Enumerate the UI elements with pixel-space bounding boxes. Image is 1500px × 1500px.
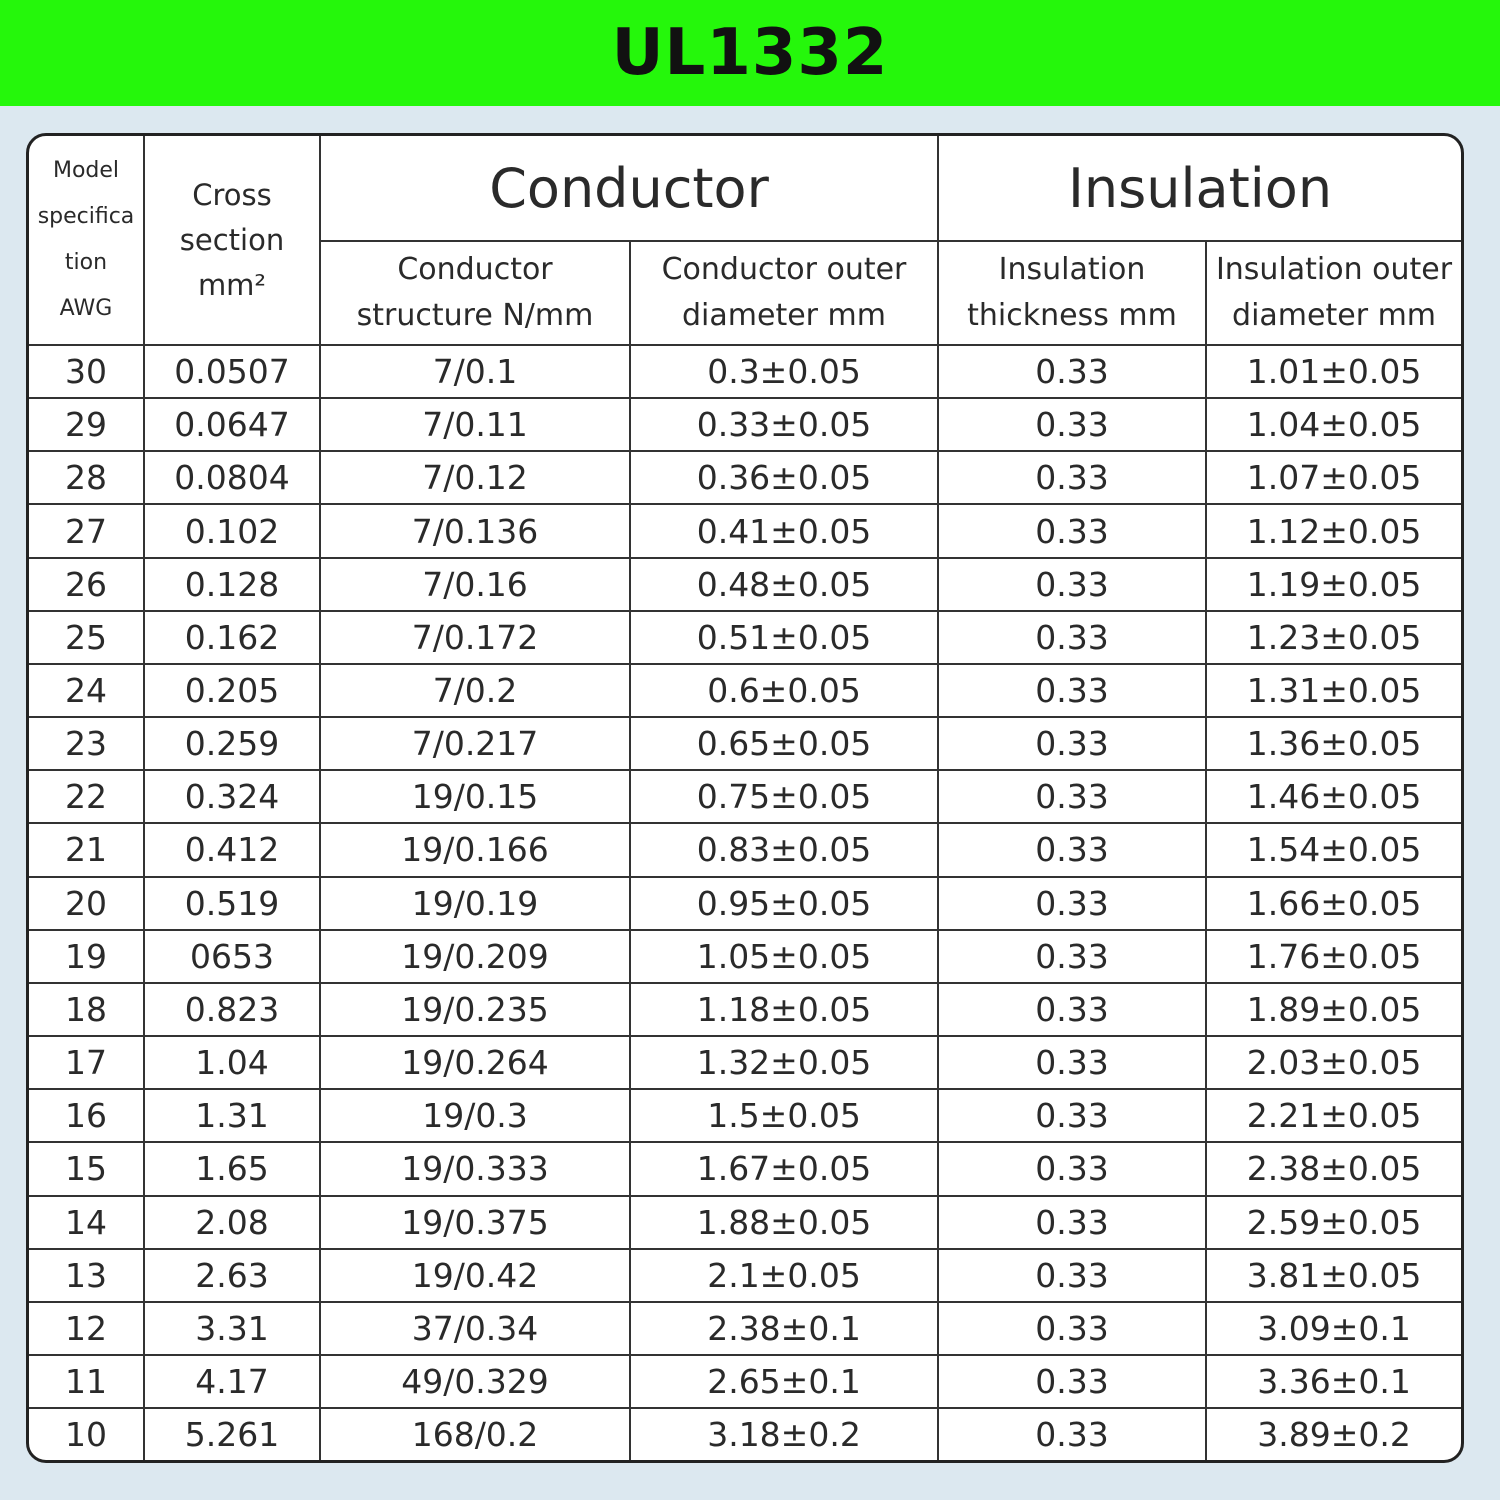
cell-insulation-outer-diameter: 1.19±0.05 <box>1206 558 1461 611</box>
cell-conductor-structure: 19/0.264 <box>320 1036 630 1089</box>
header-line: thickness mm <box>967 298 1177 333</box>
table-row <box>29 611 1461 664</box>
table-row <box>29 504 1461 557</box>
cell-insulation-thickness: 0.33 <box>938 345 1206 398</box>
header-line: diameter mm <box>1232 298 1437 333</box>
header-line: Insulation outer <box>1215 252 1453 287</box>
cell-insulation-thickness: 0.33 <box>938 558 1206 611</box>
cell-conductor-outer-diameter: 1.67±0.05 <box>630 1142 938 1195</box>
header-model-line: AWG <box>59 296 113 321</box>
cell-conductor-structure: 37/0.34 <box>320 1302 630 1355</box>
table-row <box>29 1036 1461 1089</box>
cell-insulation-outer-diameter: 3.09±0.1 <box>1206 1302 1461 1355</box>
table-row <box>29 983 1461 1036</box>
cell-awg: 10 <box>29 1408 144 1460</box>
cell-insulation-outer-diameter: 1.89±0.05 <box>1206 983 1461 1036</box>
cell-conductor-outer-diameter: 0.75±0.05 <box>630 770 938 823</box>
header-line: Conductor outer <box>661 252 907 287</box>
cell-conductor-outer-diameter: 0.3±0.05 <box>630 345 938 398</box>
cell-insulation-thickness: 0.33 <box>938 1355 1206 1408</box>
cell-cross-section: 2.08 <box>144 1196 320 1249</box>
header-cross-line: mm² <box>197 267 267 302</box>
cell-conductor-outer-diameter: 0.65±0.05 <box>630 717 938 770</box>
table-row <box>29 1196 1461 1249</box>
cell-awg: 17 <box>29 1036 144 1089</box>
spec-table-container <box>26 133 1464 1463</box>
cell-conductor-structure: 7/0.2 <box>320 664 630 717</box>
header-conductor-outer-diameter <box>630 241 938 345</box>
cell-conductor-structure: 168/0.2 <box>320 1408 630 1460</box>
cell-awg: 13 <box>29 1249 144 1302</box>
cell-conductor-structure: 19/0.42 <box>320 1249 630 1302</box>
cell-conductor-structure: 7/0.136 <box>320 504 630 557</box>
cell-conductor-outer-diameter: 2.38±0.1 <box>630 1302 938 1355</box>
cell-insulation-thickness: 0.33 <box>938 664 1206 717</box>
table-row <box>29 1249 1461 1302</box>
table-row <box>29 664 1461 717</box>
cell-awg: 21 <box>29 823 144 876</box>
cell-awg: 28 <box>29 451 144 504</box>
cell-cross-section: 0.162 <box>144 611 320 664</box>
cell-conductor-structure: 7/0.11 <box>320 398 630 451</box>
table-row <box>29 930 1461 983</box>
cell-cross-section: 0653 <box>144 930 320 983</box>
header-line: Conductor <box>397 252 553 287</box>
header-cross-line: section <box>179 222 285 257</box>
cell-insulation-thickness: 0.33 <box>938 1036 1206 1089</box>
cell-conductor-structure: 19/0.333 <box>320 1142 630 1195</box>
cell-conductor-outer-diameter: 3.18±0.2 <box>630 1408 938 1460</box>
header-group-conductor: Conductor <box>320 136 938 241</box>
cell-awg: 15 <box>29 1142 144 1195</box>
cell-conductor-structure: 19/0.209 <box>320 930 630 983</box>
cell-conductor-outer-diameter: 2.65±0.1 <box>630 1355 938 1408</box>
cell-awg: 24 <box>29 664 144 717</box>
cell-insulation-outer-diameter: 1.66±0.05 <box>1206 877 1461 930</box>
cell-insulation-thickness: 0.33 <box>938 717 1206 770</box>
cell-insulation-thickness: 0.33 <box>938 877 1206 930</box>
cell-conductor-outer-diameter: 1.18±0.05 <box>630 983 938 1036</box>
header-row-groups <box>29 136 1461 241</box>
cell-awg: 18 <box>29 983 144 1036</box>
cell-conductor-outer-diameter: 0.95±0.05 <box>630 877 938 930</box>
cell-awg: 29 <box>29 398 144 451</box>
cell-awg: 22 <box>29 770 144 823</box>
header-model-line: Model <box>52 158 120 183</box>
header-line: diameter mm <box>682 298 886 333</box>
cell-cross-section: 0.519 <box>144 877 320 930</box>
table-row <box>29 1089 1461 1142</box>
cell-insulation-outer-diameter: 1.54±0.05 <box>1206 823 1461 876</box>
header-cross-section <box>144 136 320 345</box>
cell-insulation-thickness: 0.33 <box>938 611 1206 664</box>
cell-cross-section: 0.0647 <box>144 398 320 451</box>
header-line: Insulation <box>998 252 1146 287</box>
cell-conductor-outer-diameter: 2.1±0.05 <box>630 1249 938 1302</box>
cell-insulation-outer-diameter: 1.23±0.05 <box>1206 611 1461 664</box>
cell-conductor-outer-diameter: 0.83±0.05 <box>630 823 938 876</box>
cell-insulation-thickness: 0.33 <box>938 770 1206 823</box>
cell-conductor-structure: 7/0.12 <box>320 451 630 504</box>
cell-insulation-outer-diameter: 2.21±0.05 <box>1206 1089 1461 1142</box>
table-row <box>29 823 1461 876</box>
cell-conductor-outer-diameter: 0.51±0.05 <box>630 611 938 664</box>
cell-insulation-outer-diameter: 1.07±0.05 <box>1206 451 1461 504</box>
cell-cross-section: 3.31 <box>144 1302 320 1355</box>
cell-conductor-outer-diameter: 0.33±0.05 <box>630 398 938 451</box>
table-row <box>29 1142 1461 1195</box>
cell-insulation-outer-diameter: 1.36±0.05 <box>1206 717 1461 770</box>
cell-cross-section: 0.324 <box>144 770 320 823</box>
header-insulation-outer-diameter <box>1206 241 1461 345</box>
cell-insulation-outer-diameter: 1.76±0.05 <box>1206 930 1461 983</box>
header-cross-line: Cross <box>192 177 272 212</box>
cell-awg: 11 <box>29 1355 144 1408</box>
cell-conductor-outer-diameter: 0.41±0.05 <box>630 504 938 557</box>
table-row <box>29 558 1461 611</box>
cell-insulation-thickness: 0.33 <box>938 1249 1206 1302</box>
cell-insulation-outer-diameter: 1.04±0.05 <box>1206 398 1461 451</box>
cell-cross-section: 0.0507 <box>144 345 320 398</box>
cell-insulation-thickness: 0.33 <box>938 451 1206 504</box>
cell-cross-section: 1.31 <box>144 1089 320 1142</box>
cell-insulation-thickness: 0.33 <box>938 983 1206 1036</box>
cell-conductor-structure: 7/0.172 <box>320 611 630 664</box>
table-row <box>29 398 1461 451</box>
cell-insulation-thickness: 0.33 <box>938 930 1206 983</box>
cell-cross-section: 0.128 <box>144 558 320 611</box>
cell-cross-section: 1.65 <box>144 1142 320 1195</box>
cell-conductor-outer-diameter: 0.48±0.05 <box>630 558 938 611</box>
cell-conductor-outer-diameter: 1.05±0.05 <box>630 930 938 983</box>
cell-conductor-structure: 7/0.217 <box>320 717 630 770</box>
table-row <box>29 877 1461 930</box>
cell-insulation-outer-diameter: 3.36±0.1 <box>1206 1355 1461 1408</box>
cell-cross-section: 4.17 <box>144 1355 320 1408</box>
header-model-line: specifica <box>37 204 135 229</box>
cell-conductor-structure: 19/0.19 <box>320 877 630 930</box>
cell-insulation-thickness: 0.33 <box>938 398 1206 451</box>
cell-conductor-structure: 7/0.16 <box>320 558 630 611</box>
cell-cross-section: 0.0804 <box>144 451 320 504</box>
cell-cross-section: 2.63 <box>144 1249 320 1302</box>
cell-insulation-thickness: 0.33 <box>938 823 1206 876</box>
cell-insulation-thickness: 0.33 <box>938 1302 1206 1355</box>
cell-insulation-thickness: 0.33 <box>938 1196 1206 1249</box>
cell-awg: 26 <box>29 558 144 611</box>
cell-conductor-structure: 49/0.329 <box>320 1355 630 1408</box>
header-conductor-structure <box>320 241 630 345</box>
table-row <box>29 717 1461 770</box>
cell-insulation-outer-diameter: 1.31±0.05 <box>1206 664 1461 717</box>
spec-table <box>29 136 1461 1460</box>
table-row <box>29 451 1461 504</box>
cell-awg: 16 <box>29 1089 144 1142</box>
cell-conductor-structure: 19/0.166 <box>320 823 630 876</box>
cell-insulation-outer-diameter: 2.59±0.05 <box>1206 1196 1461 1249</box>
cell-insulation-outer-diameter: 2.03±0.05 <box>1206 1036 1461 1089</box>
cell-awg: 30 <box>29 345 144 398</box>
cell-awg: 12 <box>29 1302 144 1355</box>
cell-cross-section: 0.412 <box>144 823 320 876</box>
cell-awg: 25 <box>29 611 144 664</box>
cell-awg: 14 <box>29 1196 144 1249</box>
table-row <box>29 1302 1461 1355</box>
cell-conductor-outer-diameter: 1.5±0.05 <box>630 1089 938 1142</box>
cell-insulation-outer-diameter: 2.38±0.05 <box>1206 1142 1461 1195</box>
cell-conductor-structure: 19/0.235 <box>320 983 630 1036</box>
cell-conductor-outer-diameter: 1.32±0.05 <box>630 1036 938 1089</box>
cell-cross-section: 0.259 <box>144 717 320 770</box>
cell-insulation-outer-diameter: 1.01±0.05 <box>1206 345 1461 398</box>
cell-conductor-structure: 19/0.15 <box>320 770 630 823</box>
table-row <box>29 1408 1461 1460</box>
cell-insulation-thickness: 0.33 <box>938 1408 1206 1460</box>
header-model-awg <box>29 136 144 345</box>
cell-cross-section: 0.823 <box>144 983 320 1036</box>
cell-cross-section: 0.102 <box>144 504 320 557</box>
table-row <box>29 1355 1461 1408</box>
cell-insulation-outer-diameter: 3.81±0.05 <box>1206 1249 1461 1302</box>
cell-conductor-outer-diameter: 0.36±0.05 <box>630 451 938 504</box>
cell-awg: 20 <box>29 877 144 930</box>
cell-conductor-structure: 19/0.3 <box>320 1089 630 1142</box>
header-insulation-thickness <box>938 241 1206 345</box>
cell-cross-section: 0.205 <box>144 664 320 717</box>
page-title: UL1332 <box>611 16 889 90</box>
spec-table-body <box>29 345 1461 1460</box>
table-row <box>29 770 1461 823</box>
cell-insulation-thickness: 0.33 <box>938 504 1206 557</box>
cell-awg: 27 <box>29 504 144 557</box>
header-group-insulation: Insulation <box>938 136 1461 241</box>
table-row <box>29 345 1461 398</box>
cell-conductor-structure: 7/0.1 <box>320 345 630 398</box>
cell-awg: 23 <box>29 717 144 770</box>
cell-insulation-thickness: 0.33 <box>938 1089 1206 1142</box>
title-banner <box>0 0 1500 106</box>
cell-conductor-structure: 19/0.375 <box>320 1196 630 1249</box>
header-model-line: tion <box>64 250 108 275</box>
cell-conductor-outer-diameter: 0.6±0.05 <box>630 664 938 717</box>
cell-insulation-outer-diameter: 1.46±0.05 <box>1206 770 1461 823</box>
cell-awg: 19 <box>29 930 144 983</box>
cell-insulation-outer-diameter: 3.89±0.2 <box>1206 1408 1461 1460</box>
header-line: structure N/mm <box>356 298 594 333</box>
cell-conductor-outer-diameter: 1.88±0.05 <box>630 1196 938 1249</box>
cell-insulation-thickness: 0.33 <box>938 1142 1206 1195</box>
cell-cross-section: 1.04 <box>144 1036 320 1089</box>
cell-cross-section: 5.261 <box>144 1408 320 1460</box>
cell-insulation-outer-diameter: 1.12±0.05 <box>1206 504 1461 557</box>
